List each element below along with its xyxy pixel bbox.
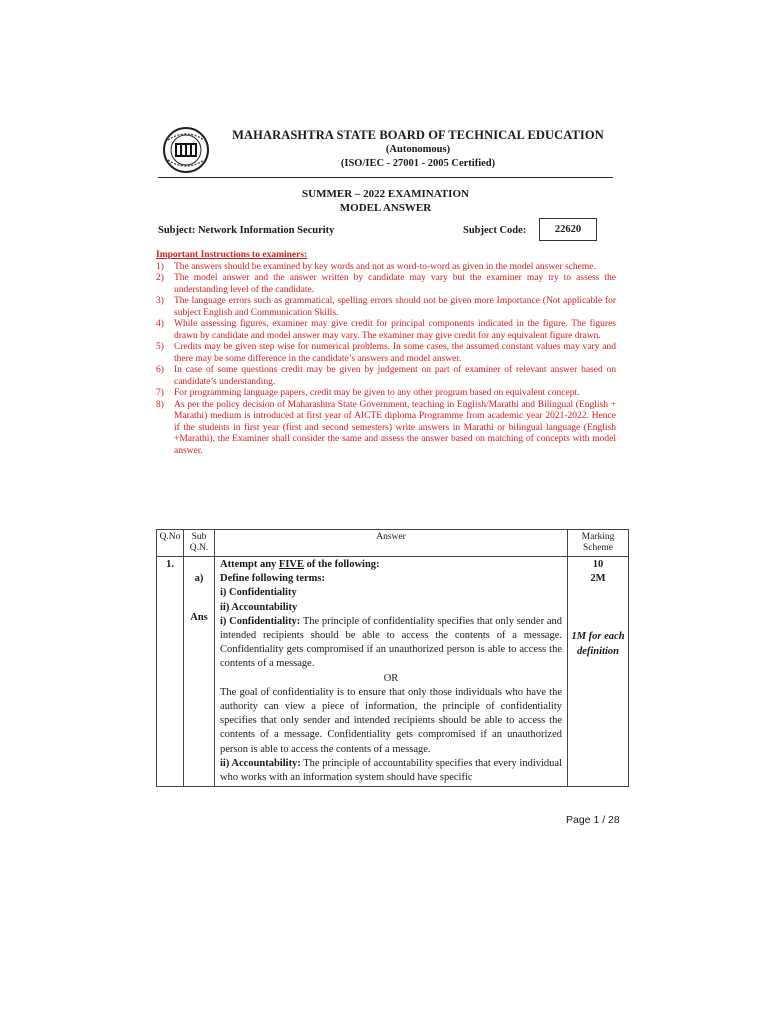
certification-label: (ISO/IEC - 27001 - 2005 Certified)	[340, 158, 496, 169]
marks-a: 2M	[590, 573, 606, 585]
instruction-item: 3) The language errors such as grammatical, spelling errors should not be given more Importance (Not applicable for subject English and Communication Skills.	[156, 296, 616, 318]
accountability-answer: ii) Accountability: The principle of accountability specifies that every individual who works with an information system should have specific	[220, 757, 562, 784]
term-accountability: ii) Accountability	[220, 601, 298, 613]
header-qno: Q.No	[157, 530, 184, 557]
confidentiality-goal-answer: The goal of confidentiality is to ensure that only those individuals who have the authority can view a piece of information, the principle of confidentiality specifies that only sender and intended recipients should be able to access the contents of a message. Confidentiality gets compromised if an unauthorized person is able to access the contents of a message.	[220, 686, 562, 755]
subject-name: Subject: Network Information Security	[158, 225, 335, 236]
marking-cell	[568, 557, 629, 787]
header-answer: Answer	[215, 530, 568, 557]
confidentiality-answer: i) Confidentiality: The principle of confidentiality specifies that only sender and intended recipients should be able to access the contents of a message. Confidentiality gets compromised if an unauthorized person is able to access the contents of a message.	[220, 615, 562, 670]
examiner-instructions	[156, 250, 616, 457]
board-title: MAHARASHTRA STATE BOARD OF TECHNICAL EDUCATION	[232, 128, 604, 142]
sub-question-a: a)	[194, 573, 204, 584]
attempt-instruction: Attempt any FIVE of the following:	[220, 559, 380, 570]
instruction-item: 4) While assessing figures, examiner may give credit for principal components indicated in the figure. The figures drawn by candidate and model answer may vary. The examiner may give credit for any equivalent figure drawn.	[156, 319, 616, 341]
instruction-item: 7) For programming language papers, credit may be given to any other program based on equivalent concept.	[156, 388, 580, 398]
term-confidentiality: i) Confidentiality	[220, 587, 297, 599]
board-header	[158, 126, 612, 174]
total-marks: 10	[592, 559, 604, 570]
autonomous-label: (Autonomous)	[385, 144, 451, 155]
exam-type: MODEL ANSWER	[339, 202, 432, 214]
or-separator: OR	[383, 672, 399, 684]
table-row	[157, 557, 629, 787]
instruction-item: 1) The answers should be examined by key words and not as word-to-word as given in the model answer scheme.	[156, 261, 596, 272]
table-header-row	[157, 530, 629, 557]
marking-note: 1M for each definition	[571, 631, 625, 657]
define-terms: Define following terms:	[220, 573, 325, 585]
instructions-heading: Important Instructions to examiners:	[156, 250, 308, 260]
exam-title	[158, 187, 613, 215]
page-number: Page 1 / 28	[566, 814, 620, 826]
subject-code-label: Subject Code:	[463, 225, 527, 236]
instruction-item: 2) The model answer and the answer written by candidate may vary but the examiner may try to assess the understanding level of the candidate.	[156, 273, 616, 295]
header-sub: Sub Q.N.	[184, 530, 215, 557]
header-marking: Marking Scheme	[568, 530, 629, 557]
exam-session: SUMMER – 2022 EXAMINATION	[302, 188, 469, 200]
ans-label: Ans	[190, 612, 208, 623]
sub-question-column	[184, 557, 215, 787]
answer-cell	[215, 557, 568, 787]
subject-code-box: 22620	[539, 218, 597, 241]
instruction-item: 8) As per the policy decision of Maharashtra State Government, teaching in English/Marathi and Bilingual (English + Marathi) medium is introduced at first year of AICTE diploma Programme from academic year 2021-2022. Hence if the students in first year (first and second semesters) write answers in Marathi or bilingual language (English +Marathi), the Examiner shall consider the same and assess the answer based on matching of concepts with model answer.	[156, 399, 616, 456]
instruction-item: 5) Credits may be given step wise for numerical problems. In some cases, the assumed constant values may vary and there may be some difference in the candidate’s answers and model answer.	[156, 342, 616, 364]
model-answer-table	[156, 529, 629, 787]
msbte-logo-icon	[158, 126, 214, 174]
instructions-list	[156, 262, 616, 458]
instruction-item: 6) In case of some questions credit may be given by judgement on part of examiner of relevant answer based on candidate’s understanding.	[156, 365, 616, 387]
question-number: 1.	[157, 557, 184, 787]
header-divider	[158, 177, 613, 178]
header-text	[224, 128, 612, 171]
